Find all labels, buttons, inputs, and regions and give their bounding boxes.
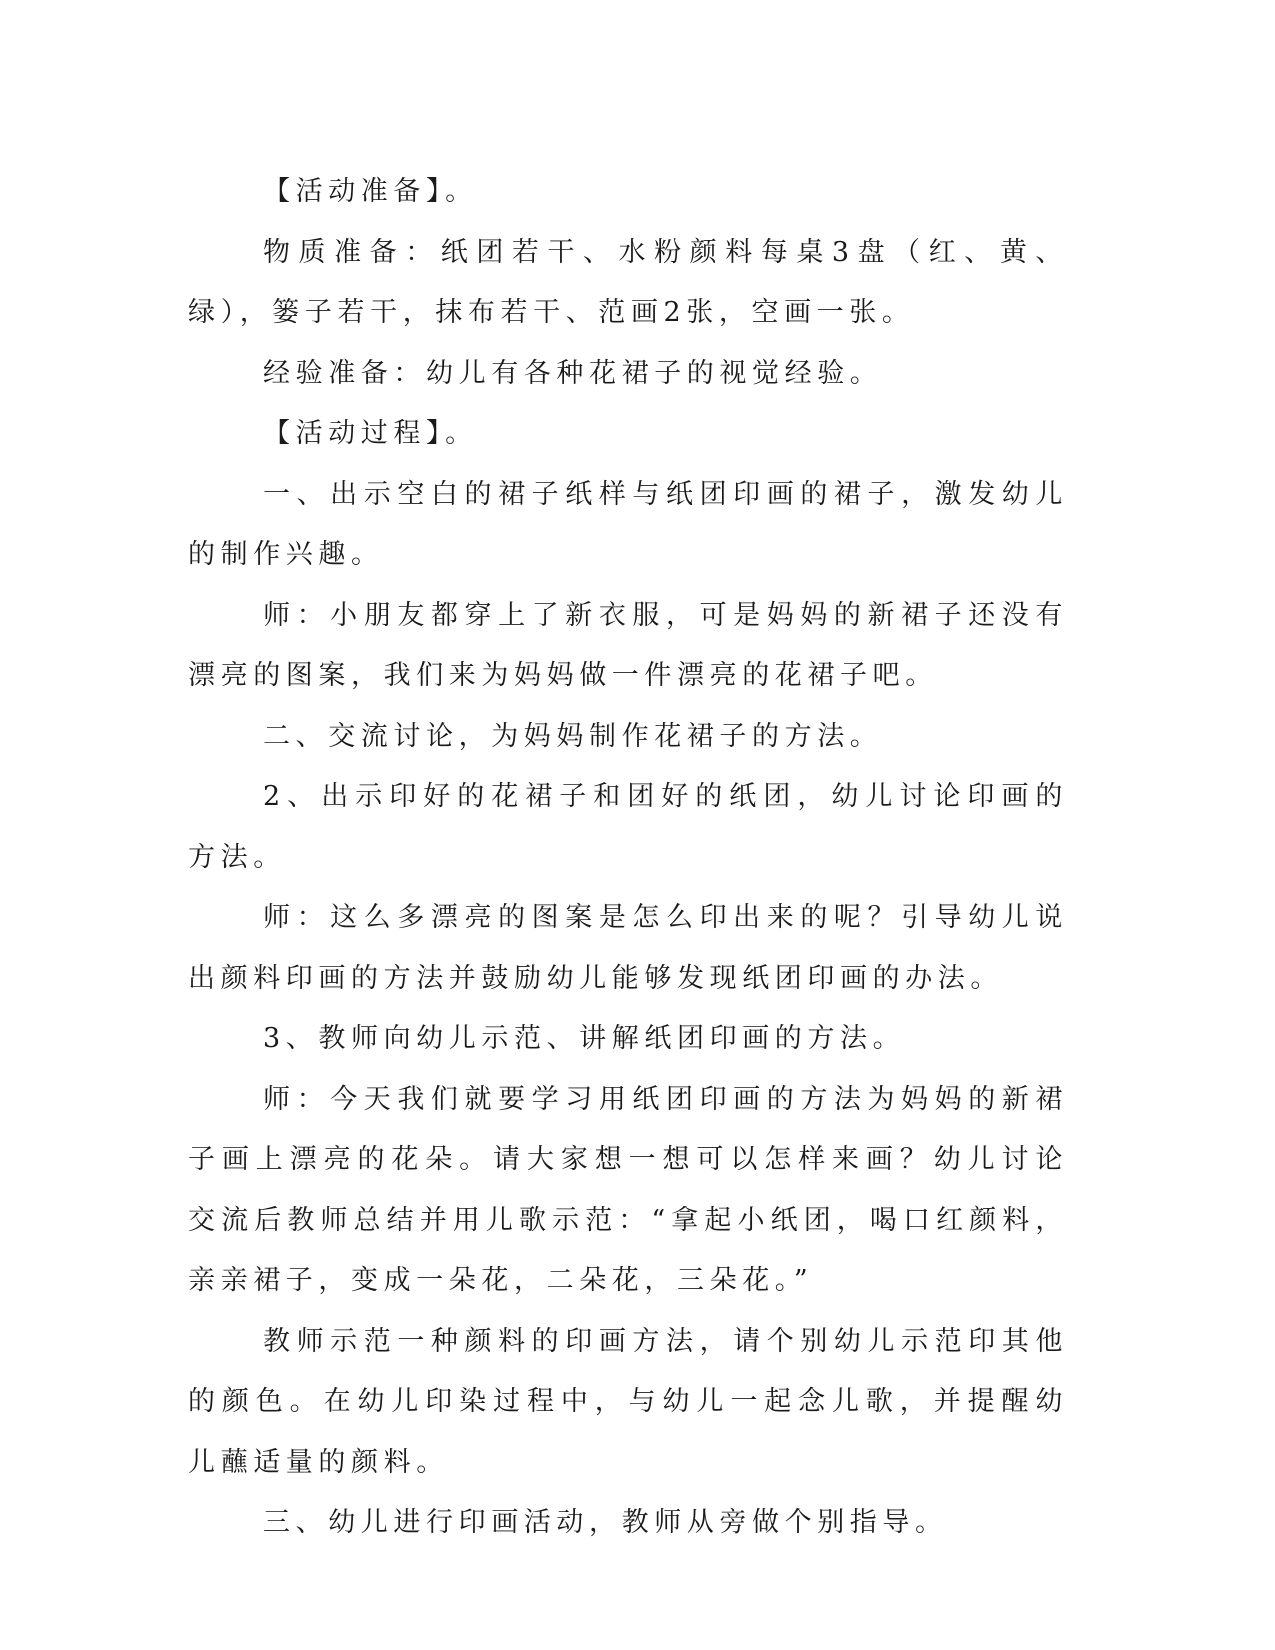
paragraph-step-one: 一、出示空白的裙子纸样与纸团印画的裙子，激发幼儿的制作兴趣。 — [188, 478, 1068, 570]
section-heading-process: 【活动过程】。 — [263, 418, 478, 449]
paragraph-teacher-question: 师：这么多漂亮的图案是怎么印出来的呢？引导幼儿说出颜料印画的方法并鼓励幼儿能够发现纸团印画的办法。 — [188, 902, 1068, 994]
document-body — [188, 162, 1068, 1554]
paragraph-experience-preparation: 经验准备：幼儿有各种花裙子的视觉经验。 — [263, 357, 883, 389]
paragraph-step-three: 三、幼儿进行印画活动，教师从旁做个别指导。 — [263, 1507, 948, 1538]
paragraph-step-two-item-3: 3、教师向幼儿示范、讲解纸团印画的方法。 — [263, 1023, 906, 1054]
paragraph-teacher-demo: 师：今天我们就要学习用纸团印画的方法为妈妈的新裙子画上漂亮的花朵。请大家想一想可以怎样来画？幼儿讨论交流后教师总结并用儿歌示范：“拿起小纸团，喝口红颜料，亲亲裙子，变成一朵花，二朵花，三朵花。” — [188, 1083, 1068, 1296]
paragraph-demo-colors: 教师示范一种颜料的印画方法，请个别幼儿示范印其他的颜色。在幼儿印染过程中，与幼儿一起念儿歌，并提醒幼儿蘸适量的颜料。 — [188, 1325, 1068, 1478]
paragraph-step-two-item-2: 2、出示印好的花裙子和团好的纸团，幼儿讨论印画的方法。 — [188, 781, 1068, 873]
section-heading-preparation: 【活动准备】。 — [263, 176, 478, 207]
paragraph-step-two: 二、交流讨论，为妈妈制作花裙子的方法。 — [263, 720, 883, 752]
paragraph-teacher-intro: 师：小朋友都穿上了新衣服，可是妈妈的新裙子还没有漂亮的图案，我们来为妈妈做一件漂亮的花裙子吧。 — [188, 599, 1068, 691]
paragraph-material-preparation: 物质准备：纸团若干、水粉颜料每桌3盘（红、黄、绿），篓子若干，抹布若干、范画2张，空画一张。 — [188, 236, 1068, 328]
